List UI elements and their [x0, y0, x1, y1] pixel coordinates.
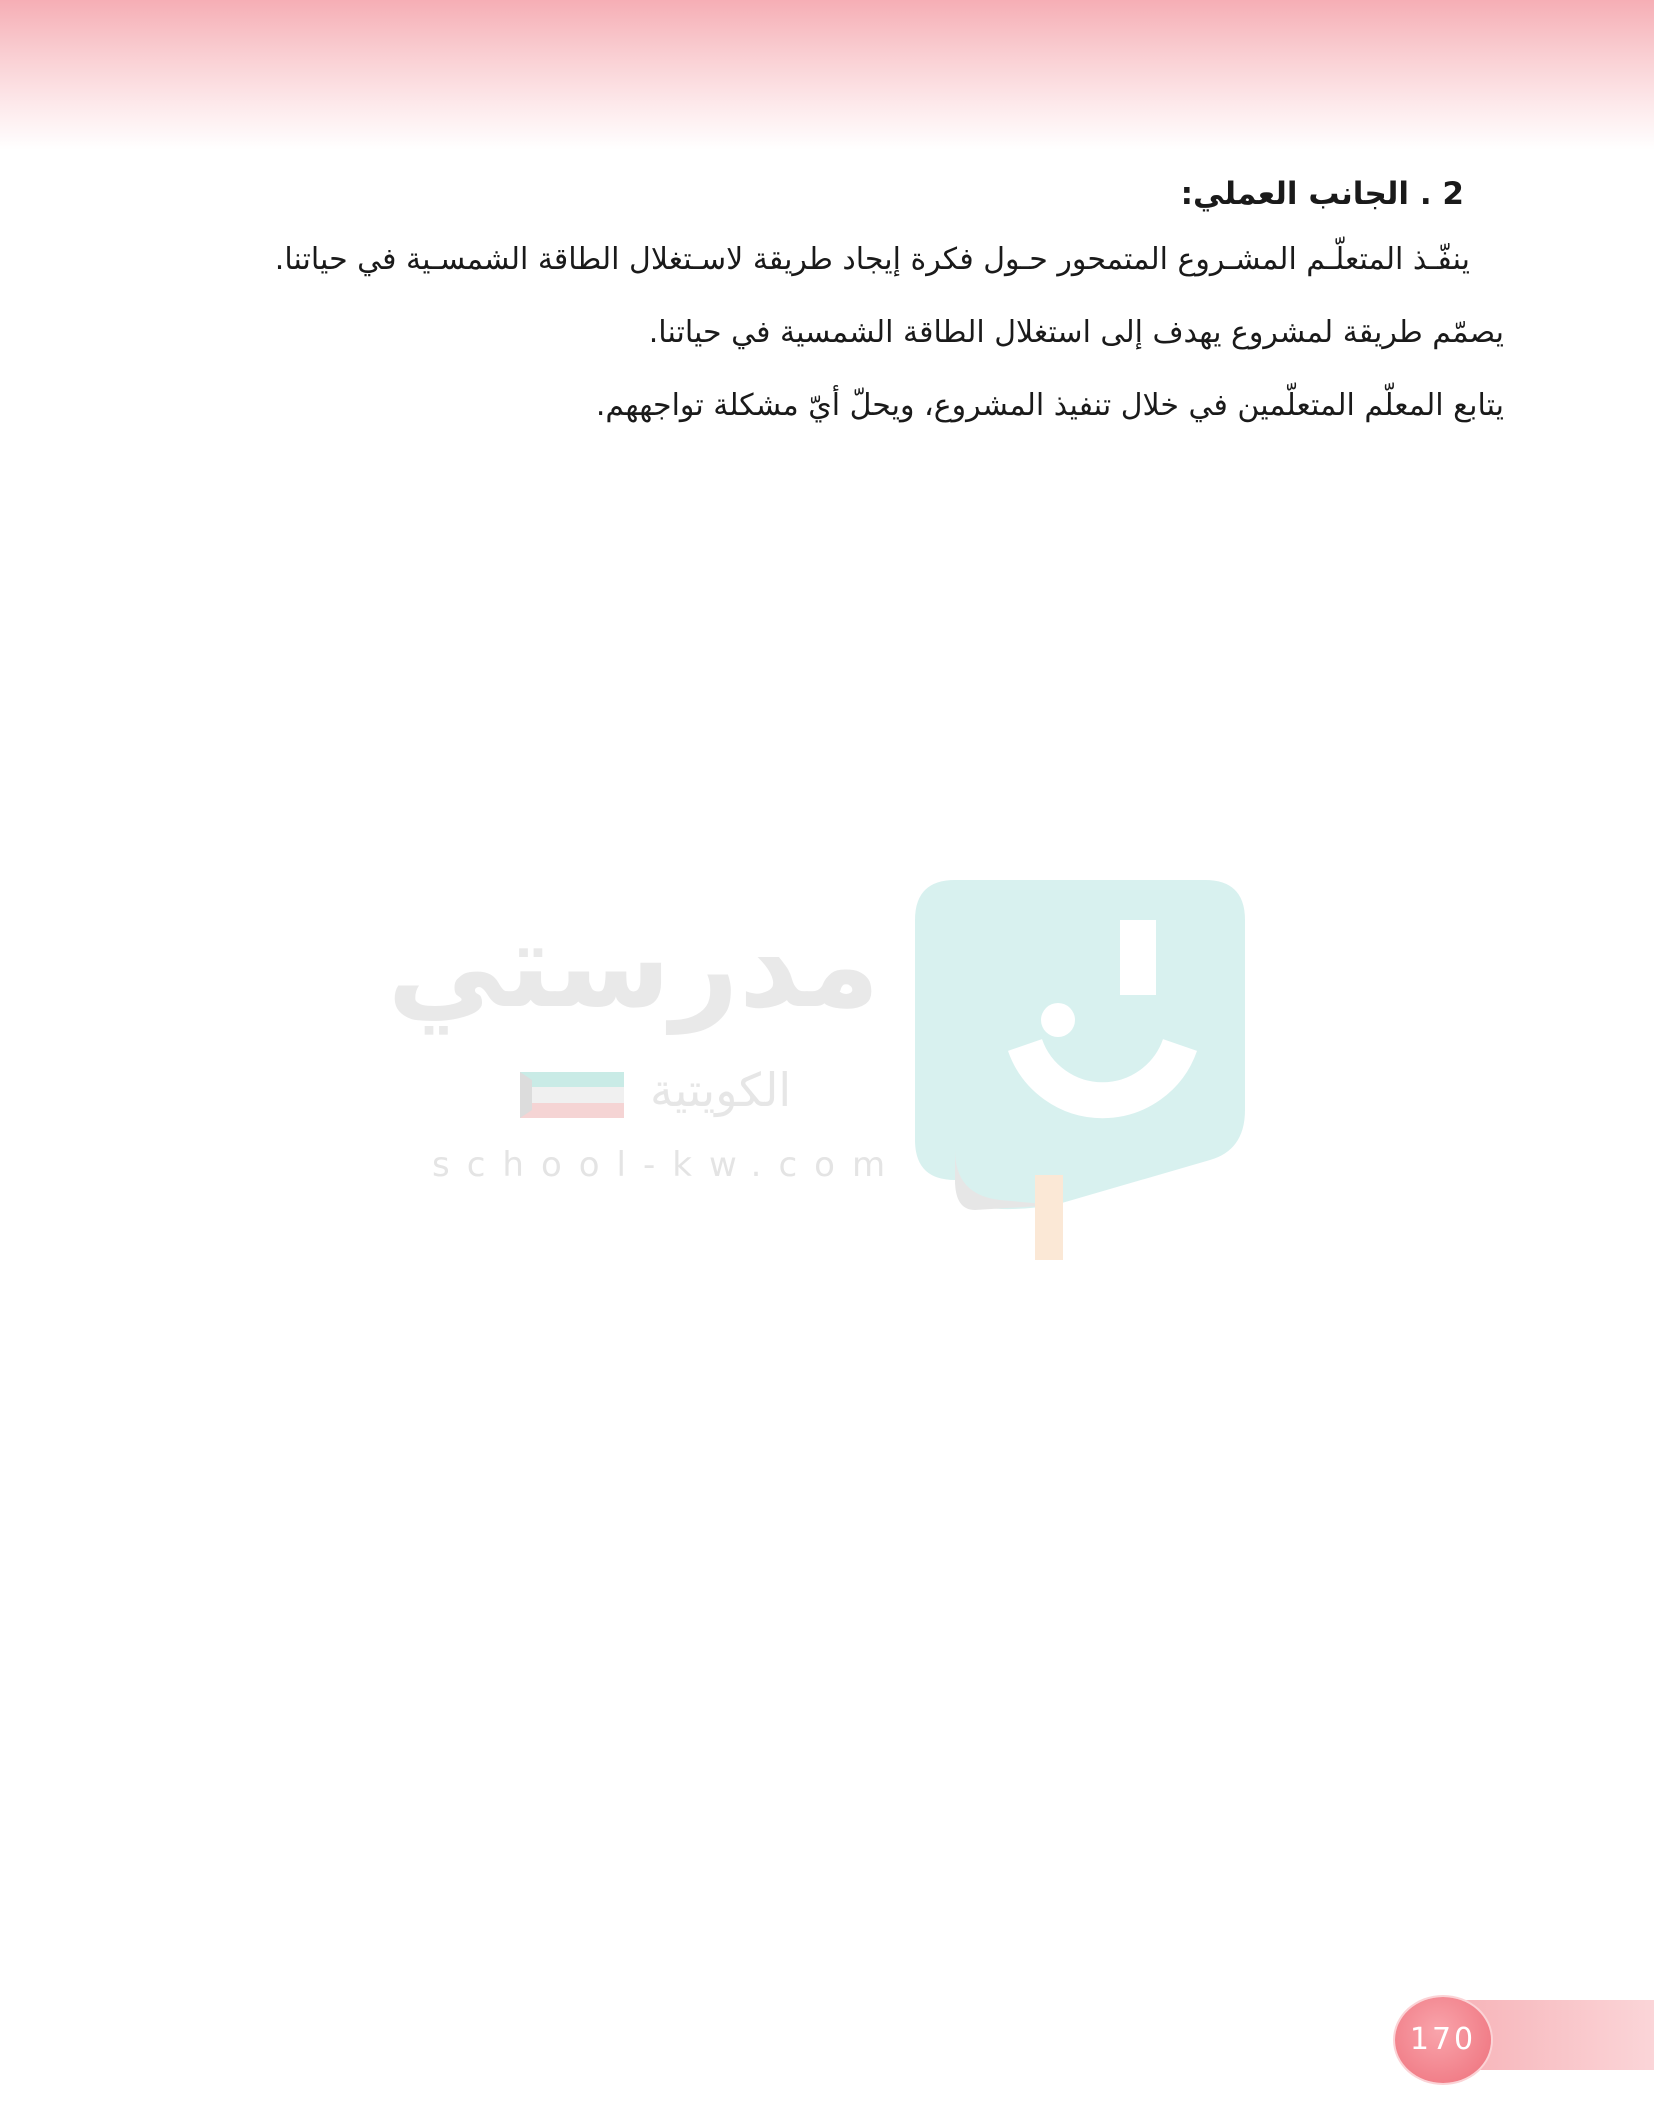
header-band: [0, 0, 1654, 150]
paragraph-2: يصمّم طريقة لمشروع يهدف إلى استغلال الطاقة الشمسية في حياتنا.: [648, 315, 1504, 350]
watermark-word: مدرستي: [387, 896, 880, 1034]
page-number: 170: [1409, 2022, 1477, 2057]
page-number-badge: [1395, 1997, 1491, 2083]
watermark: [387, 860, 1260, 1260]
paragraph-1: ينفّـذ المتعلّـم المشـروع المتمحور حـول فكرة إيجاد طريقة لاسـتغلال الطاقة الشمسـية في حياتنا.: [274, 242, 1470, 277]
watermark-url: school-kw.com: [432, 1145, 903, 1185]
footer-band: [1464, 2000, 1654, 2070]
page-content: [144, 165, 1504, 442]
school-logo-icon: [915, 880, 1245, 1264]
section-heading: 2 . الجانب العملي:: [1180, 176, 1464, 212]
paragraph-3: يتابع المعلّم المتعلّمين في خلال تنفيذ المشروع، ويحلّ أيّ مشكلة تواجههم.: [595, 388, 1504, 423]
kuwait-flag-icon: [520, 1072, 624, 1122]
watermark-subword: الكويتية: [650, 1063, 792, 1117]
